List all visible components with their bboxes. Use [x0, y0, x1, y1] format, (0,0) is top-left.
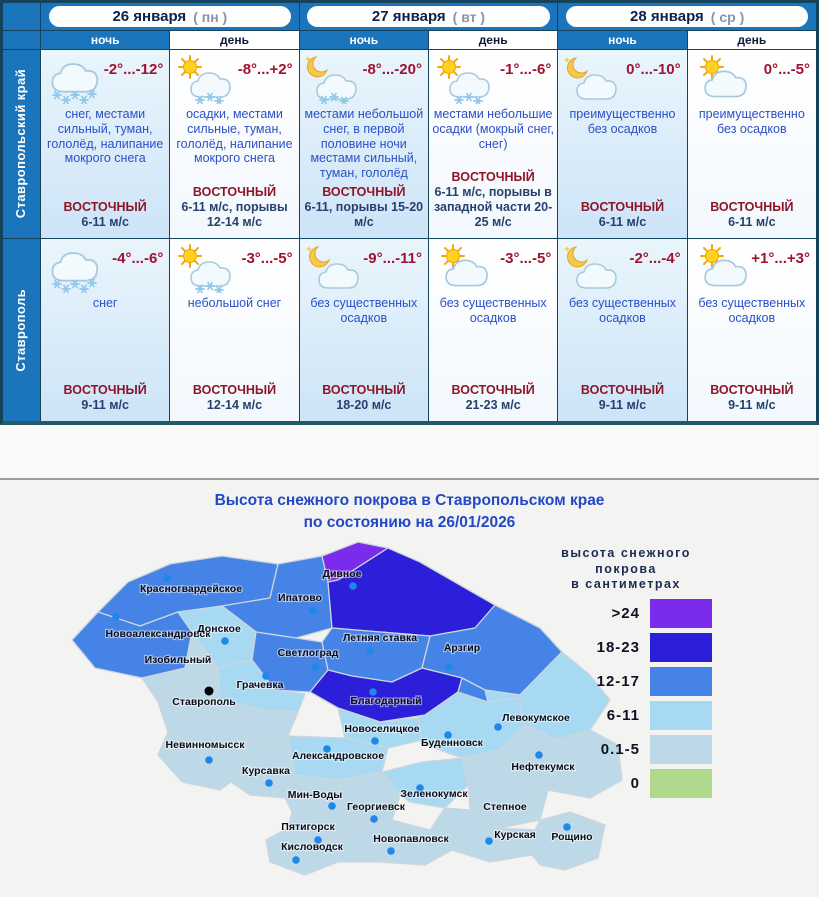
wind-direction: ВОСТОЧНЫЙ [63, 383, 147, 397]
map-place-dot [370, 815, 378, 823]
map-title-line1: Высота снежного покрова в Ставропольском крае [214, 492, 605, 509]
map-place-dot [221, 637, 229, 645]
row-label-krai: Ставропольский край [3, 50, 40, 238]
map-place-dot [485, 837, 493, 845]
wind-speed: 6-11 м/с [81, 215, 129, 229]
temperature: -3°...-5° [500, 250, 552, 267]
weekday-label: ( пн ) [193, 8, 228, 25]
map-place-label: Ипатово [278, 592, 322, 604]
date-header-26 [41, 3, 299, 30]
forecast-cell-krai-27-night [300, 50, 428, 238]
forecast-cell-krai-28-night [558, 50, 686, 238]
legend-label: 6-11 [606, 706, 640, 724]
map-place-label: Невинномысск [165, 739, 245, 751]
wind-info [690, 200, 814, 230]
wind-speed: 9-11 м/с [598, 398, 647, 412]
wind-speed: 9-11 м/с [728, 398, 776, 412]
wind-info [560, 200, 684, 230]
wind-info [172, 185, 296, 230]
map-place-dot [366, 647, 374, 655]
map-place-label: Буденновск [421, 737, 483, 749]
forecast-cell-stv-26-day [170, 239, 298, 421]
legend-label: 12-17 [596, 672, 640, 690]
map-title-line2: по состоянию на 26/01/2026 [303, 514, 516, 532]
legend-swatch [650, 599, 712, 628]
map-place-label: Красногвардейское [139, 583, 243, 595]
wind-direction: ВОСТОЧНЫЙ [63, 200, 147, 214]
legend-label: 18-23 [596, 638, 640, 656]
map-place-label: Курсавка [242, 765, 290, 777]
map-place-dot [163, 574, 171, 582]
wind-info [43, 383, 167, 413]
map-place-dot [112, 613, 120, 621]
subheader-day: день [170, 31, 298, 49]
forecast-cell-stv-27-day [429, 239, 557, 421]
weekday-label: ( ср ) [710, 8, 745, 25]
weather-description: без существенных осадков [698, 296, 806, 325]
temperature: -3°...-5° [241, 250, 293, 267]
temperature: -1°...-6° [500, 61, 552, 78]
temperature: 0°...-5° [763, 61, 810, 78]
map-place-label: Степное [483, 801, 527, 813]
wind-speed: 6-11 м/с [598, 215, 647, 229]
moon-cloud-icon [562, 54, 622, 104]
snow-cloud-icon [45, 243, 105, 293]
map-title [0, 490, 819, 535]
temperature: +1°...+3° [751, 250, 810, 267]
legend-title: высота снежного покрова в сантиметрах [561, 546, 691, 592]
wind-info [431, 383, 555, 413]
map-place-label: Дивное [322, 568, 362, 580]
snow-legend [540, 546, 712, 803]
snow-map-panel [0, 478, 819, 897]
legend-label: >24 [611, 604, 640, 622]
weather-description: снег, местами сильный, туман, гололёд, налипание мокрого снега [47, 107, 164, 166]
temperature: -9°...-11° [363, 250, 422, 267]
temperature: -8°...+2° [237, 61, 293, 78]
wind-direction: ВОСТОЧНЫЙ [710, 383, 794, 397]
forecast-table [0, 0, 819, 425]
forecast-cell-krai-27-day [429, 50, 557, 238]
map-place-label: Грачевка [236, 679, 284, 691]
sun-cloud-snow-icon [174, 54, 234, 104]
map-place-label: Светлоград [277, 647, 339, 659]
map-place-label: Новоалександровск [105, 628, 211, 640]
map-place-label: Ставрополь [172, 696, 236, 708]
forecast-cell-krai-26-day [170, 50, 298, 238]
date-label: 28 января [630, 8, 704, 25]
weather-description: без существенных осадков [439, 296, 547, 325]
weather-description: преимущественно без осадков [569, 107, 676, 136]
temperature: -2°...-12° [103, 61, 164, 78]
map-place-dot [328, 802, 336, 810]
legend-swatch [650, 667, 712, 696]
temperature: 0°...-10° [626, 61, 681, 78]
forecast-cell-krai-28-day [688, 50, 816, 238]
map-place-label: Курская [494, 829, 536, 841]
wind-direction: ВОСТОЧНЫЙ [451, 170, 535, 184]
map-place-dot [371, 737, 379, 745]
sun-cloud-icon [692, 243, 752, 293]
map-place-label: Донское [197, 623, 241, 635]
map-place-label: Левокумское [502, 712, 570, 724]
subheader-corner [3, 31, 40, 49]
wind-info [172, 383, 296, 413]
temperature: -2°...-4° [629, 250, 681, 267]
wind-speed: 9-11 м/с [81, 398, 129, 412]
wind-info [302, 383, 426, 413]
date-header-27 [300, 3, 558, 30]
map-place-label: Новопавловск [373, 833, 449, 845]
sun-cloud-snow-icon [174, 243, 234, 293]
map-place-dot [311, 663, 319, 671]
map-place-label: Александровское [291, 750, 385, 762]
map-place-dot [205, 687, 214, 696]
date-label: 27 января [371, 8, 446, 25]
wind-direction: ВОСТОЧНЫЙ [192, 185, 277, 199]
moon-cloud-snow-icon [304, 54, 364, 104]
forecast-cell-stv-26-night [41, 239, 169, 421]
legend-row [540, 769, 712, 798]
weather-description: местами небольшой снег, в первой половине ночи местами сильный, туман, гололёд [304, 107, 424, 180]
map-place-dot [309, 607, 317, 615]
legend-swatch [650, 735, 712, 764]
weather-description: осадки, местами сильные, туман, гололёд, налипание мокрого снега [176, 107, 293, 166]
map-place-dot [494, 723, 502, 731]
wind-speed: 6-11, порывы 15-20 м/с [304, 200, 424, 229]
sun-cloud-icon [433, 243, 493, 293]
wind-speed: 12-14 м/с [206, 398, 263, 412]
map-place-label: Изобильный [144, 654, 212, 666]
weather-description: без существенных осадков [569, 296, 676, 325]
map-place-label: Нефтекумск [511, 761, 575, 773]
date-label: 26 января [112, 8, 187, 25]
weather-description: местами небольшие осадки (мокрый снег, снег) [432, 107, 554, 151]
map-place-label: Арзгир [443, 642, 481, 654]
weekday-label: ( вт ) [452, 8, 486, 25]
weather-description: снег [92, 296, 118, 310]
map-place-dot [563, 823, 571, 831]
legend-row [540, 633, 712, 662]
legend-label: 0 [630, 774, 640, 792]
subheader-night: ночь [558, 31, 686, 49]
legend-swatch [650, 769, 712, 798]
date-header-28 [558, 3, 816, 30]
map-place-label: Мин-Воды [287, 789, 343, 801]
wind-direction: ВОСТОЧНЫЙ [580, 200, 665, 214]
wind-speed: 21-23 м/с [465, 398, 521, 412]
map-place-label: Кисловодск [281, 841, 343, 853]
sun-cloud-snow-icon [433, 54, 493, 104]
forecast-cell-krai-26-night [41, 50, 169, 238]
temperature: -4°...-6° [112, 250, 164, 267]
subheader-night: ночь [41, 31, 169, 49]
weather-description: преимущественно без осадков [698, 107, 805, 136]
subheader-day: день [429, 31, 557, 49]
wind-direction: ВОСТОЧНЫЙ [192, 383, 277, 397]
map-place-label: Рощино [551, 831, 593, 843]
legend-row [540, 735, 712, 764]
wind-direction: ВОСТОЧНЫЙ [322, 185, 406, 199]
weather-description: без существенных осадков [310, 296, 418, 325]
moon-cloud-icon [562, 243, 622, 293]
temperature: -8°...-20° [362, 61, 422, 78]
snow-cloud-icon [45, 54, 105, 104]
map-place-dot [445, 663, 453, 671]
wind-info [43, 200, 167, 230]
sun-cloud-icon [692, 54, 752, 104]
wind-speed: 6-11 м/с [728, 215, 776, 229]
map-place-label: Летняя ставка [342, 632, 418, 644]
map-place-label: Пятигорск [281, 821, 335, 833]
legend-swatch [650, 701, 712, 730]
wind-speed: 6-11 м/с, порывы 12-14 м/с [181, 200, 288, 229]
forecast-cell-stv-28-day [688, 239, 816, 421]
subheader-night: ночь [300, 31, 428, 49]
legend-swatch [650, 633, 712, 662]
map-place-dot [387, 847, 395, 855]
wind-direction: ВОСТОЧНЫЙ [451, 383, 535, 397]
wind-direction: ВОСТОЧНЫЙ [322, 383, 406, 397]
map-place-dot [205, 756, 213, 764]
table-corner [3, 3, 40, 30]
wind-info [560, 383, 684, 413]
map-place-dot [265, 779, 273, 787]
legend-row [540, 701, 712, 730]
wind-speed: 18-20 м/с [336, 398, 392, 412]
map-place-label: Новоселицкое [344, 723, 420, 735]
wind-info [302, 185, 426, 230]
wind-direction: ВОСТОЧНЫЙ [710, 200, 794, 214]
map-place-label: Георгиевск [346, 801, 406, 813]
forecast-cell-stv-28-night [558, 239, 686, 421]
wind-info [431, 170, 555, 230]
map-place-dot [292, 856, 300, 864]
map-place-label: Благодарный [350, 695, 422, 707]
wind-speed: 6-11 м/с, порывы в западной части 20-25 м/с [434, 185, 553, 229]
wind-info [690, 383, 814, 413]
map-place-dot [349, 582, 357, 590]
legend-row [540, 599, 712, 628]
moon-cloud-icon [304, 243, 364, 293]
row-label-stavropol: Ставрополь [3, 239, 40, 421]
legend-label: 0.1-5 [600, 740, 640, 758]
wind-direction: ВОСТОЧНЫЙ [580, 383, 665, 397]
forecast-cell-stv-27-night [300, 239, 428, 421]
legend-row [540, 667, 712, 696]
subheader-day: день [688, 31, 816, 49]
weather-description: небольшой снег [187, 296, 282, 310]
map-place-label: Зеленокумск [400, 788, 468, 800]
